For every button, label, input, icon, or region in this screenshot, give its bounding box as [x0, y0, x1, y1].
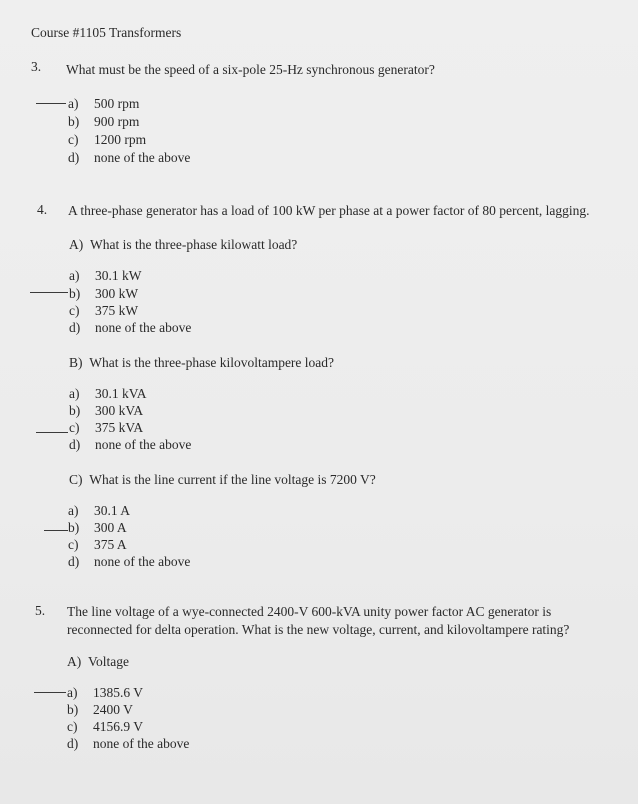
q4b-option-a: [69, 386, 147, 402]
q4b-option-d: [69, 437, 191, 453]
q3-option-b: [68, 114, 139, 130]
option-text: 900 rpm: [94, 114, 140, 129]
question-3-number: 3.: [31, 59, 42, 74]
question-5-line-1: The line voltage of a wye-connected 2400-V 600-kVA unity power factor AC generator is: [67, 604, 552, 619]
q4a-option-b: [69, 286, 138, 302]
option-text: 300 kVA: [95, 403, 144, 418]
question-3-text: What must be the speed of a six-pole 25-Hz synchronous generator?: [66, 62, 435, 77]
option-letter: c): [68, 537, 79, 552]
q4c-option-b: [68, 520, 127, 536]
option-text: none of the above: [94, 150, 191, 165]
answer-mark: [30, 292, 68, 293]
part-text: What is the line current if the line voltage is 7200 V?: [89, 472, 376, 487]
option-text: 1200 rpm: [94, 132, 147, 147]
option-letter: b): [67, 702, 79, 717]
q4c-option-d: [68, 554, 190, 570]
part-label: A): [69, 237, 84, 252]
option-text: 30.1 kVA: [95, 386, 147, 401]
option-text: 4156.9 V: [93, 719, 144, 734]
part-text: Voltage: [88, 654, 129, 669]
option-text: 375 kVA: [95, 420, 144, 435]
option-letter: b): [68, 520, 80, 535]
option-text: 300 A: [94, 520, 127, 535]
option-letter: d): [68, 554, 80, 569]
option-letter: d): [67, 736, 79, 751]
part-label: B): [69, 355, 83, 370]
q4b-option-b: [69, 403, 143, 419]
option-letter: a): [68, 96, 79, 111]
option-text: 375 kW: [95, 303, 139, 318]
q3-option-d: [68, 150, 190, 166]
answer-mark: [44, 530, 68, 531]
option-text: none of the above: [95, 437, 192, 452]
part-label: C): [69, 472, 83, 487]
q4b-option-c: [69, 420, 143, 436]
q5-option-a: [67, 685, 143, 701]
option-letter: c): [69, 420, 80, 435]
q4c-option-a: [68, 503, 130, 519]
question-5-line-2: reconnected for delta operation. What is the new voltage, current, and kilovoltampere rating?: [67, 622, 570, 637]
option-letter: c): [69, 303, 80, 318]
option-text: 1385.6 V: [93, 685, 144, 700]
q4-part-c: [69, 472, 376, 488]
option-letter: a): [68, 503, 79, 518]
option-letter: a): [69, 268, 80, 283]
option-letter: a): [67, 685, 78, 700]
q5-part-a: [67, 654, 129, 670]
answer-mark: [36, 103, 66, 104]
option-text: none of the above: [94, 554, 191, 569]
option-text: 375 A: [94, 537, 127, 552]
option-letter: d): [69, 437, 81, 452]
option-text: 30.1 A: [94, 503, 131, 518]
q4-part-b: [69, 355, 334, 371]
q4a-option-c: [69, 303, 138, 319]
question-5-number: 5.: [35, 603, 46, 618]
option-letter: b): [69, 403, 81, 418]
part-text: What is the three-phase kilowatt load?: [90, 237, 298, 252]
q3-option-c: [68, 132, 146, 148]
answer-mark: [34, 692, 66, 693]
q4a-option-a: [69, 268, 142, 284]
q4-part-a: [69, 237, 297, 253]
q5-option-d: [67, 736, 189, 752]
option-text: 30.1 kW: [95, 268, 142, 283]
option-letter: c): [68, 132, 79, 147]
option-letter: b): [69, 286, 81, 301]
option-text: 300 kW: [95, 286, 139, 301]
course-header: Course #1105 Transformers: [31, 25, 182, 40]
option-letter: b): [68, 114, 80, 129]
answer-mark: [36, 432, 68, 433]
question-4-text: A three-phase generator has a load of 100 kW per phase at a power factor of 80 percent, lagging.: [68, 203, 590, 218]
option-letter: c): [67, 719, 78, 734]
q4c-option-c: [68, 537, 127, 553]
option-text: none of the above: [93, 736, 190, 751]
option-letter: d): [69, 320, 81, 335]
question-4-number: 4.: [37, 202, 48, 217]
part-label: A): [67, 654, 82, 669]
q5-option-b: [67, 702, 133, 718]
q4a-option-d: [69, 320, 191, 336]
option-letter: a): [69, 386, 80, 401]
option-text: 2400 V: [93, 702, 133, 717]
option-letter: d): [68, 150, 80, 165]
part-text: What is the three-phase kilovoltampere load?: [89, 355, 335, 370]
q3-option-a: [68, 96, 139, 112]
option-text: none of the above: [95, 320, 192, 335]
q5-option-c: [67, 719, 143, 735]
option-text: 500 rpm: [94, 96, 140, 111]
